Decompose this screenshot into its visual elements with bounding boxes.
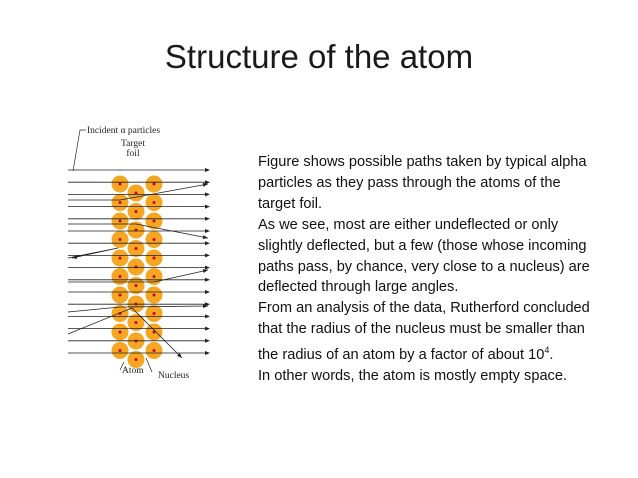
nucleus — [153, 220, 156, 223]
target-label-line1: Target — [121, 139, 145, 149]
paragraph-2: As we see, most are either undeflected or only slightly deflected, but a few (those whose incoming paths pass, by chance, very close to a nucleus) are deflected through large angles. — [258, 216, 590, 296]
arrow-head — [205, 192, 210, 196]
arrow-head — [205, 168, 210, 172]
nucleus — [119, 349, 122, 352]
nucleus — [153, 183, 156, 186]
nucleus — [119, 294, 122, 297]
paragraph-3: From an analysis of the data, Rutherford concluded that the radius of the nucleus must be smaller than the radius of an atom by a factor of about $10^4$. — [258, 300, 590, 364]
nucleus — [119, 275, 122, 278]
arrow-head — [205, 327, 210, 331]
arrow-head — [205, 314, 210, 318]
atom-label: Atom — [122, 366, 144, 376]
nucleus — [135, 284, 138, 287]
nucleus — [119, 183, 122, 186]
arrow-head — [205, 339, 210, 343]
nucleus — [153, 238, 156, 241]
incident-label: Incident α particles — [87, 126, 161, 136]
arrow-head — [205, 290, 210, 294]
target-foil-atoms — [112, 176, 163, 369]
nucleus — [135, 247, 138, 250]
nucleus — [153, 275, 156, 278]
arrow-head — [203, 183, 208, 187]
target-label-line2: foil — [126, 149, 140, 159]
paragraph-1: Figure shows possible paths taken by typical alpha particles as they pass through the atoms of the target foil. — [258, 154, 587, 212]
explanation-text — [258, 152, 598, 387]
arrow-head — [205, 253, 210, 257]
nucleus — [119, 238, 122, 241]
nucleus — [153, 257, 156, 260]
nucleus — [135, 321, 138, 324]
nucleus — [119, 220, 122, 223]
arrow-head — [205, 266, 210, 270]
nucleus — [119, 201, 122, 204]
arrow-head — [205, 278, 210, 282]
arrow-head — [203, 235, 208, 239]
nucleus — [119, 331, 122, 334]
nucleus — [135, 210, 138, 213]
slide-title: Structure of the atom — [164, 38, 474, 75]
scattering-diagram — [62, 122, 220, 384]
rutherford-scattering-figure — [62, 122, 220, 384]
arrow-head — [205, 351, 210, 355]
nucleus — [119, 257, 122, 260]
nucleus — [135, 266, 138, 269]
nucleus — [153, 312, 156, 315]
nucleus — [153, 349, 156, 352]
nucleus-label-leader — [146, 358, 152, 372]
nucleus — [153, 294, 156, 297]
incident-label-leader — [73, 130, 80, 171]
arrow-head — [205, 229, 210, 233]
arrow-head — [205, 205, 210, 209]
nucleus — [135, 358, 138, 361]
paragraph-4: In other words, the atom is mostly empty space. — [258, 367, 568, 384]
arrow-head — [205, 241, 210, 245]
nucleus-label: Nucleus — [158, 371, 190, 381]
exponent: 4 — [544, 345, 550, 356]
paragraph-3-text: From an analysis of the data, Rutherford concluded that the radius of the nucleus must be smaller than the radius of an atom by a factor of about 10 — [258, 300, 590, 364]
arrow-head — [203, 269, 208, 273]
arrow-head — [205, 217, 210, 221]
nucleus — [153, 201, 156, 204]
